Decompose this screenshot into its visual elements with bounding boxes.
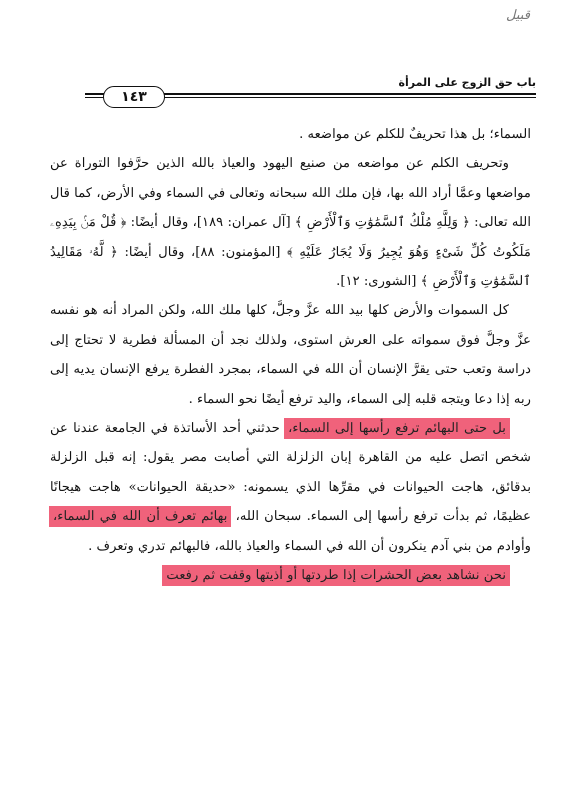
- text-segment: حدثني أحد الأساتذة في الجامعة عندنا عن شخص اتصل عليه من القاهرة إبان الزلزلة التي أصابت مصر يقول: إنه قبل الزلزلة بدقائق، هاجت الحيوانات في مقرِّها الذي يسمونه: «حديقة الحيوانات» هاجت هيجانًا عظيمًا، ثم بدأت ترفع رأسها إلى السماء. سبحان الله،: [50, 421, 531, 525]
- page-number: ١٤٣: [103, 86, 165, 108]
- paragraph: [50, 296, 531, 414]
- highlighted-text: بل حتى البهائم ترفع رأسها إلى السماء،: [285, 419, 509, 438]
- highlighted-text: نحن نشاهد بعض الحشرات إذا طردتها أو أذيتها وقفت ثم رفعت: [163, 566, 509, 585]
- paragraph: [50, 120, 531, 149]
- handwritten-note: قبيل: [506, 8, 530, 23]
- text-segment: وتحريف الكلم عن مواضعه من صنيع اليهود والعياذ بالله الذين حرَّفوا التوراة عن مواضعها وعمَّا أراد الله بها، فإن ملك الله سبحانه وتعالى في السماء وفي الأرض، كما قال الله تعالى: ﴿ وَلِلَّهِ مُلْكُ ٱلسَّمَٰوَٰتِ وَٱلْأَرْضِ ﴾ [آل عمران: ١٨٩]، وقال أيضًا: ﴿ قُلْ مَنۢ بِيَدِهِۦ مَلَكُوتُ كُلِّ شَىْءٍ وَهُوَ يُجِيرُ وَلَا يُجَارُ عَلَيْهِ ﴾ [المؤمنون: ٨٨]، وقال أيضًا: ﴿ لَّهُۥ مَقَالِيدُ ٱلسَّمَٰوَٰتِ وَٱلْأَرْضِ ﴾ [الشورى: ١٢].: [50, 156, 531, 290]
- text-segment: السماء؛ بل هذا تحريفٌ للكلم عن مواضعه .: [299, 127, 531, 142]
- chapter-title: باب حق الزوج على المرأة: [398, 76, 536, 89]
- paragraph: [50, 414, 531, 561]
- text-segment: وأوادم من بني آدم ينكرون أن الله في السماء والعياذ بالله، فالبهائم تدري وتعرف .: [88, 538, 531, 554]
- text-segment: كل السموات والأرض كلها بيد الله عزَّ وجلَّ، كلها ملك الله، ولكن المراد أنه هو نفسه عزَّ وجلَّ فوق سمواته على العرش استوى، ولذلك نجد أن المسألة فطرية لا تحتاج إلى دراسة وتعب حتى يقرَّ الإنسان أن الله في السماء، بمجرد الفطرة يرفع الإنسان يديه إلى ربه إذا دعا ويتجه قلبه إلى السماء، واليد ترفع أيضًا نحو السماء .: [50, 303, 531, 407]
- paragraph: [50, 561, 531, 590]
- highlighted-text: بهائم تعرف أن الله في السماء،: [50, 507, 230, 526]
- body-text: [50, 120, 531, 591]
- paragraph: [50, 149, 531, 296]
